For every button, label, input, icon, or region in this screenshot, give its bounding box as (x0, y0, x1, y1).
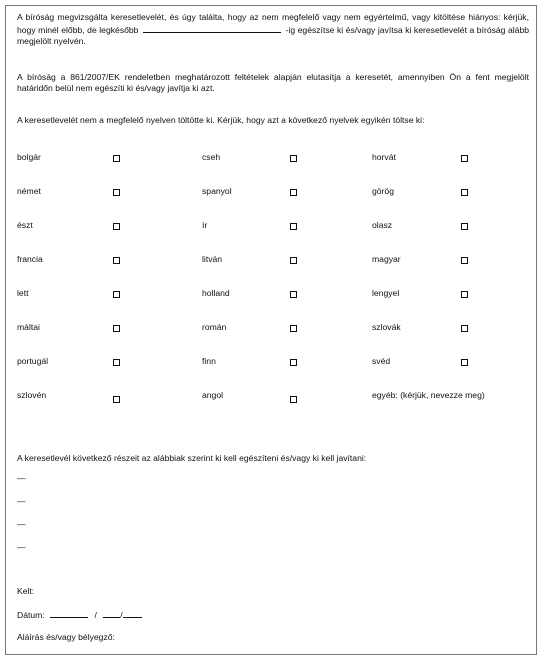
language-checkbox[interactable] (113, 155, 120, 162)
language-checkbox[interactable] (290, 396, 297, 403)
language-label: görög (372, 186, 394, 196)
language-checkbox[interactable] (290, 359, 297, 366)
language-checkbox[interactable] (461, 359, 468, 366)
language-label: német (17, 186, 41, 196)
language-label: cseh (202, 152, 221, 162)
date-separator-1: / (94, 610, 97, 620)
date-separator-2: / (120, 610, 123, 620)
correction-line-1[interactable]: — (17, 473, 26, 483)
date-year-field[interactable] (123, 608, 142, 618)
correction-line-2[interactable]: — (17, 496, 26, 506)
deadline-blank-field[interactable] (143, 23, 281, 33)
language-label: máltai (17, 322, 40, 332)
language-label: ír (202, 220, 208, 230)
language-label: horvát (372, 152, 396, 162)
language-label: holland (202, 288, 230, 298)
language-checkbox[interactable] (461, 291, 468, 298)
language-checkbox[interactable] (113, 257, 120, 264)
language-label: egyéb: (kérjük, nevezze meg) (372, 390, 485, 400)
language-label: magyar (372, 254, 401, 264)
language-checkbox[interactable] (290, 155, 297, 162)
language-checkbox[interactable] (113, 291, 120, 298)
language-label: lett (17, 288, 29, 298)
intro-text-start: A bíróság megvizsgálta keresetlevelét, és úgy találta, hogy az nem megfelelő vagy nem egyértelmű, vagy kitöltése hiányos: kérjük, hogy minél előbb, de legkésőbb (17, 12, 529, 35)
language-checkbox[interactable] (290, 325, 297, 332)
language-intro: A keresetlevelét nem a megfelelő nyelven töltötte ki. Kérjük, hogy azt a következő nyelvek egyikén töltse ki: (17, 115, 425, 125)
language-label: angol (202, 390, 224, 400)
language-checkbox[interactable] (461, 257, 468, 264)
language-checkbox[interactable] (290, 291, 297, 298)
date-row (17, 608, 142, 620)
rejection-paragraph: A bíróság a 861/2007/EK rendeletben meghatározott feltételek alapján elutasítja a keresetét, amennyiben Ön a fent megjelölt határidőn belül nem egészíti ki és/vagy javítja ki azt. (17, 72, 529, 93)
completion-paragraph: A keresetlevél következő részeit az alábbiak szerint ki kell egészíteni és/vagy ki kell javítani: (17, 453, 367, 463)
language-checkbox[interactable] (290, 257, 297, 264)
language-checkbox[interactable] (290, 189, 297, 196)
language-checkbox[interactable] (113, 223, 120, 230)
language-label: litván (202, 254, 223, 264)
language-label: finn (202, 356, 216, 366)
language-checkbox[interactable] (461, 325, 468, 332)
language-label: svéd (372, 356, 391, 366)
language-checkbox[interactable] (113, 359, 120, 366)
date-month-field[interactable] (103, 608, 123, 620)
language-label: bolgár (17, 152, 41, 162)
language-label: lengyel (372, 288, 400, 298)
language-label: szlovák (372, 322, 401, 332)
correction-line-4[interactable]: — (17, 542, 26, 552)
language-label: spanyol (202, 186, 232, 196)
language-checkbox[interactable] (461, 223, 468, 230)
language-label: portugál (17, 356, 49, 366)
date-day-field[interactable] (50, 608, 88, 618)
language-label: román (202, 322, 227, 332)
language-checkbox[interactable] (290, 223, 297, 230)
language-checkbox[interactable] (461, 155, 468, 162)
language-checkbox[interactable] (461, 189, 468, 196)
correction-line-3[interactable]: — (17, 519, 26, 529)
form-page (5, 5, 537, 655)
signature-label: Aláírás és/vagy bélyegző: (17, 632, 115, 642)
language-label: francia (17, 254, 43, 264)
language-checkbox[interactable] (113, 325, 120, 332)
language-checkbox[interactable] (113, 396, 120, 403)
language-checkbox[interactable] (113, 189, 120, 196)
intro-text-end: -ig egészítse ki és/vagy javítsa ki keresetlevelét a bíróság alább megjelölt nyelvén. (17, 25, 530, 46)
kelt-label: Kelt: (17, 586, 35, 596)
language-label: szlovén (17, 390, 47, 400)
language-label: olasz (372, 220, 393, 230)
language-label: észt (17, 220, 33, 230)
date-label: Dátum: (17, 610, 45, 620)
intro-paragraph (17, 12, 529, 47)
